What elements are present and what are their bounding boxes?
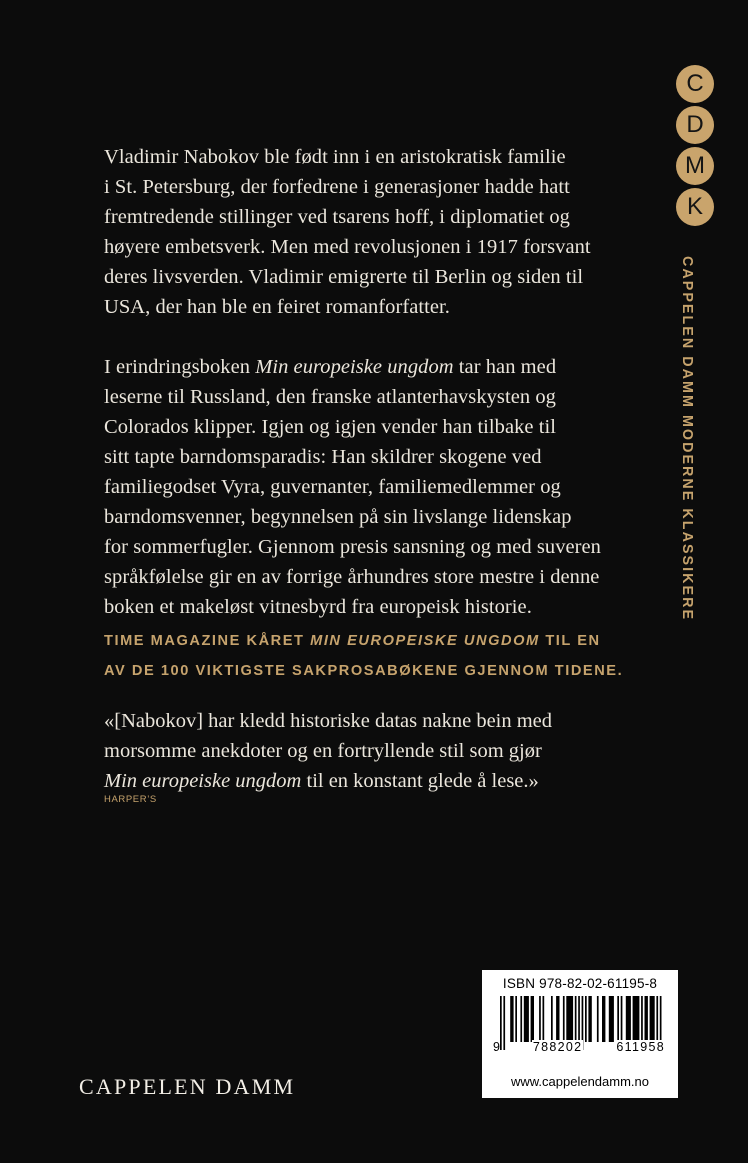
barcode-bar — [626, 996, 631, 1042]
book-title-italic: MIN EUROPEISKE UNGDOM — [310, 633, 540, 649]
barcode-digits-left: 788202 — [532, 1040, 583, 1054]
barcode-bar — [597, 996, 599, 1042]
blurb-line: Vladimir Nabokov ble født inn i en aristokratisk familie — [104, 146, 566, 168]
barcode-bar — [524, 996, 529, 1042]
series-letter-m: M — [676, 147, 714, 185]
headline-text: TIL EN — [539, 633, 601, 649]
barcode-bar — [641, 996, 643, 1042]
barcode-bar — [556, 996, 559, 1042]
barcode-bar — [563, 996, 565, 1042]
publisher-logo: CAPPELEN DAMM — [79, 1074, 296, 1099]
barcode-bar — [609, 996, 614, 1042]
barcode-bar — [551, 996, 553, 1042]
blurb-line: i St. Petersburg, der forfedrene i generasjoner hadde hatt — [104, 176, 570, 198]
barcode-bar — [602, 996, 605, 1042]
barcode-bar — [585, 996, 587, 1042]
back-cover-blurb — [104, 142, 664, 622]
isbn-number: ISBN 978-82-02-61195-8 — [502, 976, 658, 991]
barcode-digits-right: 611958 — [616, 1040, 665, 1054]
barcode-bar — [510, 996, 513, 1042]
blurb-line: familiegodset Vyra, guvernanter, familiemedlemmer og — [104, 476, 561, 498]
book-title-italic: Min europeiske ungdom — [104, 770, 302, 792]
blurb-line: Colorados klipper. Igjen og igjen vender han tilbake til — [104, 416, 556, 438]
series-letter-d: D — [676, 106, 714, 144]
barcode-bar — [520, 996, 522, 1042]
barcode-digits — [494, 1040, 666, 1054]
barcode-bar — [539, 996, 541, 1042]
barcode-bar — [621, 996, 623, 1042]
quote-source: HARPER’S — [104, 794, 157, 805]
quote-line — [104, 766, 664, 796]
blurb-paragraph-2 — [104, 352, 664, 622]
blurb-line: deres livsverden. Vladimir emigrerte til Berlin og siden til — [104, 266, 584, 288]
headline-line — [104, 626, 664, 656]
quote-line: «[Nabokov] har kledd historiske datas nakne bein med — [104, 710, 553, 732]
blurb-text: I erindringsboken — [104, 356, 256, 378]
barcode-bar — [515, 996, 517, 1042]
quote-text: til en konstant glede å lese.» — [301, 770, 539, 792]
blurb-line: høyere embetsverk. Men med revolusjonen i 1917 forsvant — [104, 236, 591, 258]
blurb-line: for sommerfugler. Gjennom presis sansning og med suveren — [104, 536, 601, 558]
barcode-bar — [543, 996, 545, 1042]
blurb-text: tar han med — [453, 356, 557, 378]
series-letter-k: K — [676, 188, 714, 226]
award-headline — [104, 626, 664, 686]
headline-text: TIME MAGAZINE KÅRET — [104, 633, 311, 649]
publisher-url: www.cappelendamm.no — [510, 1074, 650, 1089]
barcode-bar — [650, 996, 655, 1042]
barcode-digit-first: 9 — [493, 1040, 500, 1054]
series-letter-c: C — [676, 65, 714, 103]
quote-line: morsomme anekdoter og en fortryllende stil som gjør — [104, 740, 542, 762]
blurb-line — [104, 352, 664, 382]
blurb-line: leserne til Russland, den franske atlanterhavskysten og — [104, 386, 556, 408]
barcode-bar — [617, 996, 619, 1042]
blurb-line: barndomsvenner, begynnelsen på sin livslange lidenskap — [104, 506, 572, 528]
blurb-paragraph-1 — [104, 142, 664, 322]
series-title: CAPPELEN DAMM MODERNE KLASSIKERE — [679, 256, 695, 622]
series-logo — [676, 65, 716, 229]
barcode-bar — [575, 996, 577, 1042]
blurb-line: USA, der han ble en feiret romanforfatter. — [104, 296, 450, 318]
barcode-bar — [588, 996, 591, 1042]
blurb-line: boken et makeløst vitnesbyrd fra europeisk historie. — [104, 596, 532, 618]
blurb-line: språkfølelse gir en av forrige århundres store mestre i denne — [104, 566, 600, 588]
barcode-bar — [566, 996, 573, 1042]
book-title-italic: Min europeiske ungdom — [255, 356, 454, 378]
blurb-line: fremtredende stillinger ved tsarens hoff, i diplomatiet og — [104, 206, 570, 228]
blurb-line: sitt tapte barndomsparadis: Han skildrer skogene ved — [104, 446, 542, 468]
barcode-label — [482, 970, 678, 1098]
headline-line: AV DE 100 VIKTIGSTE SAKPROSABØKENE GJENNOM TIDENE. — [104, 663, 624, 679]
review-quote — [104, 706, 664, 796]
barcode-bar — [645, 996, 648, 1042]
barcode-bar — [531, 996, 534, 1042]
barcode-bar — [633, 996, 640, 1042]
